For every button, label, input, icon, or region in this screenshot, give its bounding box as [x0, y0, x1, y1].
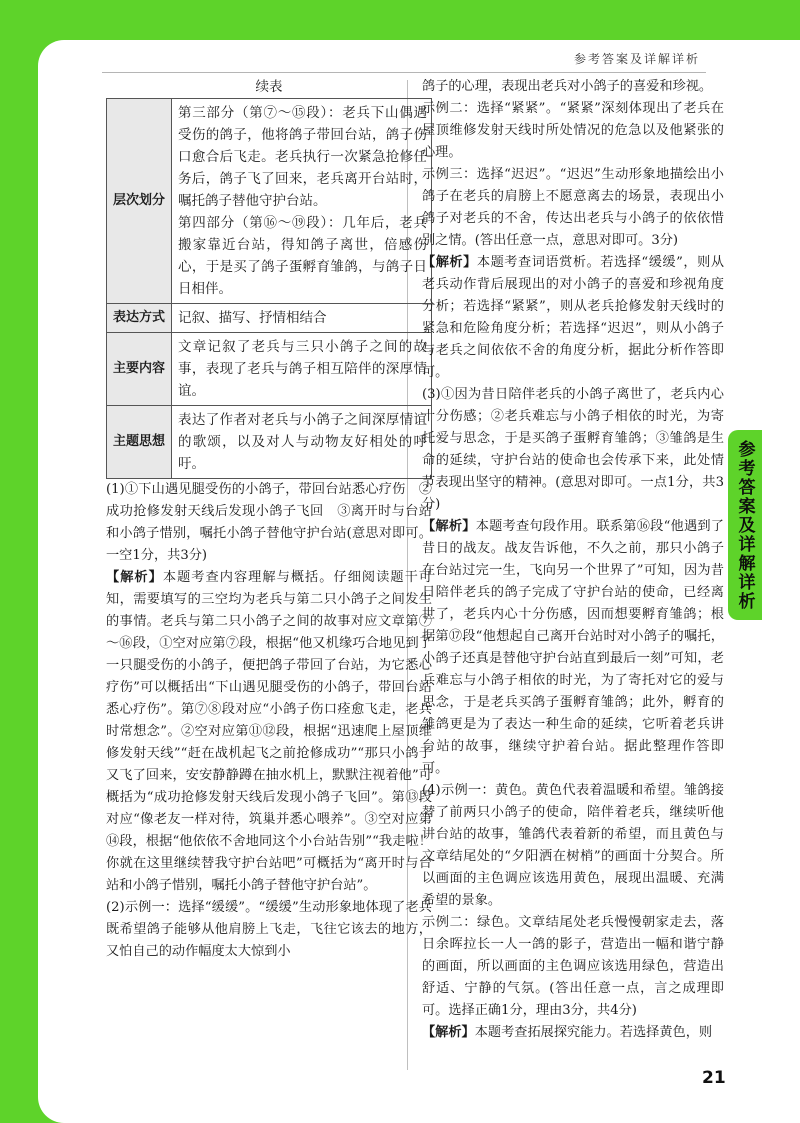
row-content-main-content: 文章记叙了老兵与三只小鸽子之间的故事，表现了老兵与鸽子相互陪伴的深厚情谊。 — [172, 333, 432, 406]
running-header: 参考答案及详解详析 — [573, 52, 700, 66]
q2-answer: (2)示例一：选择“缓缓”。“缓缓”生动形象地体现了老兵既希望鸽子能够从他肩膀上飞走，飞往它该去的地方，又怕自己的动作幅度太大惊到小 — [106, 900, 432, 959]
row-content-part4: 第四部分（第⑯～⑲段）：几年后，老兵搬家靠近台站，得知鸽子离世，倍感伤心，于是买了鸽子蛋孵育雏鸽，与鸽子日日相伴。 — [178, 215, 427, 297]
section-side-tab — [728, 430, 762, 620]
q3-analysis — [422, 516, 724, 780]
analysis-tag: 【解析】 — [106, 570, 163, 585]
table-row — [107, 333, 432, 406]
row-label-main-content: 主要内容 — [107, 333, 172, 406]
q2-example-3: 示例三：选择“迟迟”。“迟迟”生动形象地描绘出小鸽子在老兵的肩膀上不愿意离去的场景，表现出小鸽子对老兵的不舍，传达出老兵与小鸽子的依依惜别之情。(答出任意一点，意思对即可。3分) — [422, 167, 724, 248]
q2-analysis — [422, 252, 724, 384]
q4-analysis — [422, 1022, 724, 1044]
row-label-expression: 表达方式 — [107, 304, 172, 333]
q1-answer: (1)①下山遇见腿受伤的小鸽子，带回台站悉心疗伤 ②成功抢修发射天线后发现小鸽子飞回 ③离开时与台站和小鸽子惜别，嘱托小鸽子替他守护台站(意思对即可。一空1分，共3分) — [106, 482, 432, 563]
table-row — [107, 99, 432, 304]
row-content-expression: 记叙、描写、抒情相结合 — [172, 304, 432, 333]
page — [38, 40, 800, 1123]
q2-example-2: 示例二：选择“紧紧”。“紧紧”深刻体现出了老兵在屋顶维修发射天线时所处情况的危急以及他紧张的心理。 — [422, 101, 724, 160]
q4-example-2: 示例二：绿色。文章结尾处老兵慢慢朝家走去，落日余晖拉长一人一鸽的影子，营造出一幅和谐宁静的画面，所以画面的主色调应该选用绿色，营造出舒适、宁静的气氛。(答出任意一点，言之成理即可。选择正确1分，理由3分，共4分) — [422, 915, 724, 1018]
q1-analysis-text: 本题考查内容理解与概括。仔细阅读题干可知，需要填写的三空均为老兵与第二只小鸽子之间发生的事情。老兵与第二只小鸽子之间的故事对应文章第⑦～⑯段，①空对应第⑦段，根据“他又机缘巧合地见到了一只腿受伤的小鸽子，便把鸽子带回了台站，为它悉心疗伤”可以概括出“下山遇见腿受伤的小鸽子，带回台站悉心疗伤”。第⑦⑧段对应“小鸽子伤口痊愈飞走，老兵时常想念”。②空对应第⑪⑫段，根据“迅速爬上屋顶维修发射天线”“赶在战机起飞之前抢修成功”“那只小鸽子又飞了回来，安安静静蹲在抽水机上，默默注视着他”可概括为“成功抢修发射天线后发现小鸽子飞回”。第⑬段对应“像老友一样对待，筑巢并悉心喂养”。③空对应第⑭段，根据“他依依不舍地同这个小台站告别”“我走啦！你就在这里继续替我守护台站吧”可概括为“离开时与台站和小鸽子惜别，嘱托小鸽子替他守护台站”。 — [106, 570, 432, 893]
q2-analysis-text: 本题考查词语赏析。若选择“缓缓”，则从老兵动作背后展现出的对小鸽子的喜爱和珍视角度分析；若选择“紧紧”，则从老兵抢修发射天线时的紧急和危险角度分析；若选择“迟迟”，则从小鸽子与老兵之间依依不舍的角度分析，据此分析作答即可。 — [422, 255, 725, 380]
analysis-tag: 【解析】 — [422, 519, 476, 534]
analysis-tag: 【解析】 — [422, 255, 477, 270]
left-column — [106, 76, 432, 963]
q4-analysis-text: 本题考查拓展探究能力。若选择黄色，则 — [474, 1025, 713, 1040]
q1-analysis — [106, 567, 432, 897]
structure-table — [106, 98, 432, 479]
table-row — [107, 304, 432, 333]
table-row — [107, 406, 432, 479]
right-column — [422, 76, 724, 1044]
q2-continuation: 鸽子的心理，表现出老兵对小鸽子的喜爱和珍视。 — [422, 79, 713, 94]
row-label-theme: 主题思想 — [107, 406, 172, 479]
page-number: 21 — [702, 1068, 726, 1088]
side-tab-label: 参考答案及详解详析 — [734, 439, 755, 611]
header-rule — [102, 72, 706, 73]
table-caption: 续表 — [255, 79, 283, 95]
row-content-structure — [172, 99, 432, 304]
q4-example-1: (4)示例一：黄色。黄色代表着温暖和希望。雏鸽接替了前两只小鸽子的使命，陪伴着老兵，继续听他讲台站的故事，雏鸽代表着新的希望，而且黄色与文章结尾处的“夕阳洒在树梢”的画面十分契合。所以画面的主色调应该选用黄色，展现出温暖、充满希望的景象。 — [422, 783, 724, 908]
q3-answer: (3)①因为昔日陪伴老兵的小鸽子离世了，老兵内心十分伤感；②老兵难忘与小鸽子相依的时光，为寄托爱与思念，于是买鸽子蛋孵育雏鸽；③雏鸽是生命的延续，守护台站的使命也会传承下来，此处情节表现出坚守的精神。(意思对即可。一点1分，共3分) — [422, 387, 724, 512]
row-label-structure: 层次划分 — [107, 99, 172, 304]
q3-analysis-text: 本题考查句段作用。联系第⑯段“他遇到了昔日的战友。战友告诉他，不久之前，那只小鸽子在台站过完一生，飞向另一个世界了”可知，因为昔日陪伴老兵的鸽子完成了守护台站的使命，已经离世了，老兵内心十分伤感，因而想要孵育雏鸽；根据第⑰段“他想起自己离开台站时对小鸽子的嘱托，小鸽子还真是替他守护台站直到最后一刻”可知，老兵难忘与小鸽子相依的时光，为了寄托对它的爱与思念，于是老兵买鸽子蛋孵育雏鸽；此外，孵育的雏鸽更是为了表达一种生命的延续，它听着老兵讲台站的故事，继续守护着台站。据此整理作答即可。 — [422, 519, 724, 776]
row-content-part3: 第三部分（第⑦～⑮段）：老兵下山偶遇受伤的鸽子，他将鸽子带回台站，鸽子伤口愈合后飞走。老兵执行一次紧急抢修任务后，鸽子飞了回来，老兵离开台站时，嘱托鸽子替他守护台站。 — [178, 105, 427, 209]
row-content-theme: 表达了作者对老兵与小鸽子之间深厚情谊的歌颂，以及对人与动物友好相处的呼吁。 — [172, 406, 432, 479]
analysis-tag: 【解析】 — [422, 1025, 475, 1040]
